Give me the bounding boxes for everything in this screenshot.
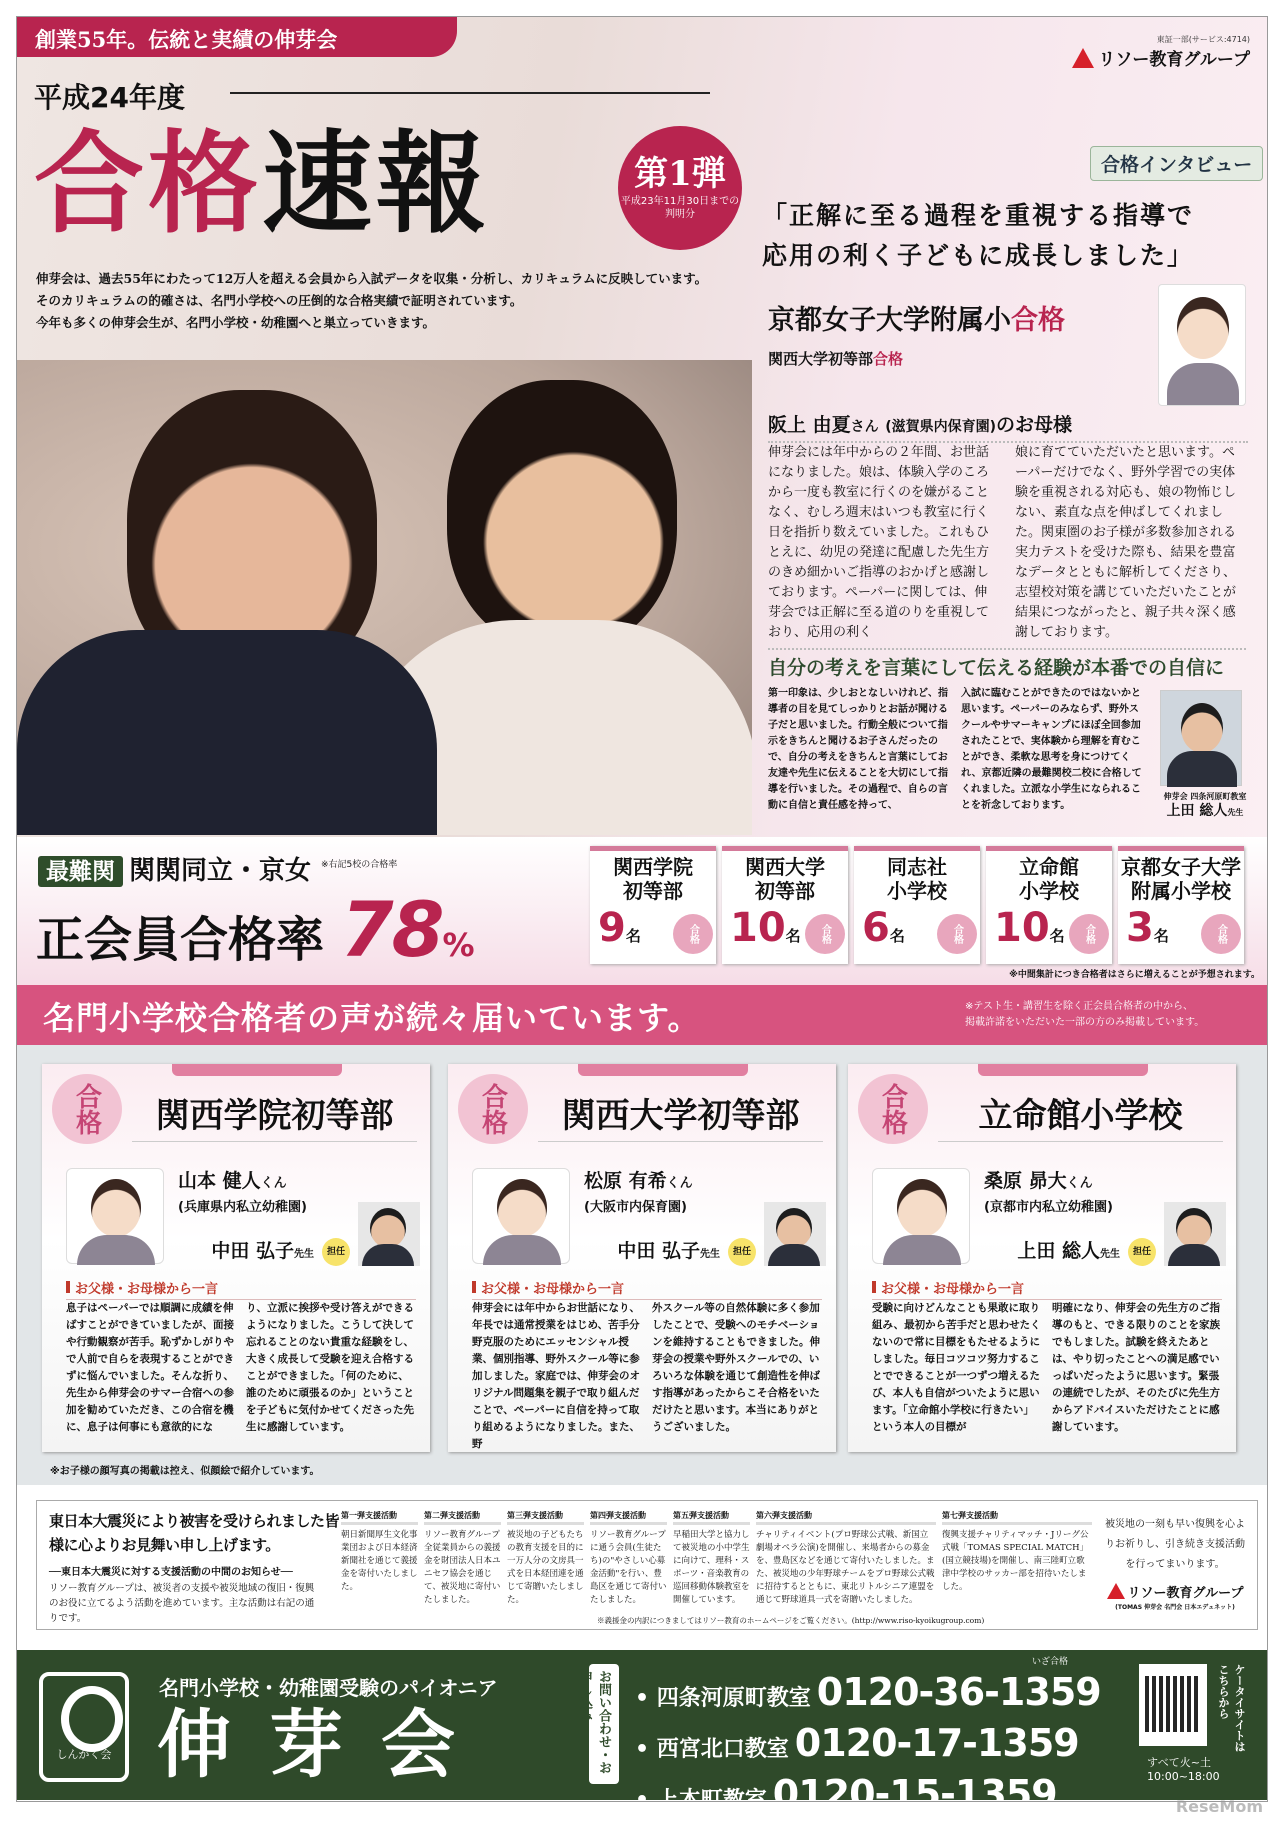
child-illustration (66, 1168, 164, 1264)
activity-title: 第七弾支援活動 (942, 1509, 1092, 1525)
teacher-photo (1164, 1202, 1226, 1266)
school-name: 京都女子大学 附属小学校 (1121, 855, 1241, 903)
teacher-name: 上田 総人 (1166, 803, 1228, 819)
count-value: 3 (1126, 905, 1154, 951)
school-result (1118, 846, 1244, 964)
business-hours (1147, 1756, 1220, 1784)
voices-heading: 名門小学校合格者の声が続々届いています。 (43, 999, 701, 1037)
count-unit: 名 (889, 927, 905, 945)
activity-body: チャリティイベント(プロ野球公式戦、新国立劇場オペラ公演)を開催し、来場者からの募金を、豊島区などを通じて寄付いたしました。また、被災地の少年野球チームをプロ野球公式戦に招待するとともに、東北リトルシニア連盟を通じて野球道具一式を寄贈いたしました。 (756, 1530, 935, 1605)
teacher-name (211, 1236, 314, 1263)
closing-text: 被災地の一刻も早い復興を心よりお祈りし、引き続き支援活動を行ってまいります。 (1105, 1519, 1245, 1570)
activity-title: 第五弾支援活動 (673, 1509, 750, 1525)
boy-figure-body (17, 630, 437, 835)
school-name: 京都女子大学附属小 (768, 305, 1011, 336)
brand-name: 伸芽会 (157, 1702, 493, 1788)
name-text: 中田 弘子 (211, 1240, 294, 1262)
homeroom-badge: 担任 (322, 1238, 350, 1266)
student-name: 阪上 由夏 (768, 414, 851, 436)
portrait-face (91, 1179, 141, 1237)
count-value: 10 (994, 905, 1050, 951)
hero-photo (17, 360, 752, 835)
rate-label: 正会員合格率 (36, 912, 325, 968)
phone-number[interactable]: 0120-36-1359 (816, 1670, 1101, 1714)
qr-code[interactable] (1139, 1664, 1207, 1746)
headline (34, 118, 490, 250)
issue-seal (618, 126, 742, 250)
school-name: 関西大学 初等部 (745, 855, 825, 903)
anniversary-banner: 創業55年。伝統と実績の伸芽会 (17, 17, 457, 57)
count-unit: 名 (625, 927, 641, 945)
child-origin: (兵庫県内私立幼稚園) (178, 1200, 307, 1215)
name-text: 松原 有希 (584, 1170, 667, 1192)
portrait-body (1167, 363, 1239, 405)
logo-text: しんがく会 (56, 1748, 112, 1761)
testimonial-card (848, 1064, 1236, 1452)
relief-title: 東日本大震災により被害を受けられました皆様に心よりお見舞い申し上げます。 (49, 1512, 340, 1554)
card-school: 立命館小学校 (938, 1088, 1223, 1142)
activity-title: 第三弾支援活動 (507, 1509, 584, 1525)
honorific: くん (260, 1176, 287, 1191)
phone-number[interactable]: 0120-17-1359 (794, 1721, 1079, 1765)
sakura-pass-icon: 合格 (52, 1074, 122, 1144)
office-phone[interactable]: • 西宮北口教室 0120-17-1359 (635, 1721, 1079, 1765)
note-line: 掲載許諾をいただいた一部の方のみ掲載しています。 (965, 1017, 1205, 1028)
child-illustration (872, 1168, 970, 1264)
card-tab (978, 1064, 1148, 1076)
teacher-body (1167, 751, 1237, 787)
parent-message-label: お父様・お母様から一言 (872, 1278, 1222, 1300)
pass-count (862, 904, 905, 960)
listing-note: 東証一部(サービス:4714) (1156, 35, 1250, 44)
text-column: 第一印象は、少しおとなしいけれど、指導者の目を見てしっかりとお話が聞ける子だと思いました。行動全般について指示をきちんと聞けるお子さんだったので、自分の考えをきちんと言葉にしてお友達や先生に伝えることを大切にして指導を行いました。その過程で、自らの言動に自信と責任感を持って、 (768, 688, 948, 811)
activity-body: リソー教育グループに通う会員(生徒たち)の"やさしい心募金活動"を行い、豊島区を通じて寄付いたしました。 (590, 1530, 667, 1605)
quote-line: 「正解に至る過程を重視する指導で (762, 201, 1195, 230)
parent-message (872, 1300, 1222, 1436)
phone-number[interactable]: 0120-15-1359 (772, 1772, 1057, 1816)
shingakai-logo (39, 1672, 129, 1782)
testimonial-card (448, 1064, 836, 1452)
count-unit: 名 (1153, 927, 1169, 945)
hard-badge: 最難関 (38, 856, 123, 887)
sakura-pass-icon: 合格 (858, 1074, 928, 1144)
sakura-pass-icon: 合格 (805, 914, 845, 954)
fiscal-year: 平成24年度 (34, 81, 185, 114)
count-unit: 名 (785, 927, 801, 945)
intro-line: そのカリキュラムの的確さは、名門小学校への圧倒的な合格実績で証明されています。 (36, 293, 523, 308)
name-text: 中田 弘子 (617, 1240, 700, 1262)
teacher-name (1017, 1236, 1120, 1263)
child-name (178, 1166, 287, 1193)
student-origin: (滋賀県内保育園) (885, 419, 997, 435)
card-school: 関西学院初等部 (132, 1088, 417, 1142)
school-result (854, 846, 980, 964)
teacher-face (370, 1208, 406, 1248)
honorific: 先生 (294, 1249, 314, 1260)
relief-subtitle: ──東日本大震災に対する支援活動の中間のお知らせ── (49, 1567, 293, 1578)
teacher-face (1181, 703, 1223, 753)
teacher-name (617, 1236, 720, 1263)
interview-school-sub (768, 348, 903, 369)
intro-line: 今年も多くの伸芽会生が、名門小学校・幼稚園へと巣立っていきます。 (36, 315, 436, 330)
teacher-photo (1160, 690, 1242, 786)
logo-subtext: (TOMAS 伸芽会 名門会 日本エデュネット) (1115, 1604, 1235, 1611)
text-column: 娘に育てていただいたと思います。ペーパーだけでなく、野外学習での実体験を重視される対応も、娘の物怖じしない、素直な点を伸ばしてくれました。関東圏のお子様が多数参加される実力テストを受けた際も、結果を豊富なデータとともに解析してくださり、志望校対策を講じていただいたことが結果につながったと、親子共々深く感謝しております。 (1015, 445, 1237, 640)
relief-activity (424, 1509, 501, 1607)
teacher-photo (764, 1202, 826, 1266)
portrait-face (1177, 297, 1229, 359)
headline-news: 速報 (262, 119, 490, 248)
homeroom-badge: 担任 (728, 1238, 756, 1266)
interview-school-main (768, 298, 1065, 337)
honorific: さん (850, 419, 879, 435)
portrait-body (483, 1235, 561, 1265)
sakura-pass-icon: 合格 (1201, 914, 1241, 954)
relief-activity (590, 1509, 667, 1607)
relief-activity (756, 1509, 936, 1607)
phone-ruby: いざ合格 (1032, 1657, 1069, 1667)
pass-label: 合格 (873, 350, 904, 368)
riso-group-logo (1105, 1583, 1245, 1612)
card-tab (578, 1064, 748, 1076)
inquiry-label: お問い合わせ・お申し込み (589, 1664, 619, 1784)
watermark: ReseMom (1175, 1797, 1263, 1816)
school-name: 同志社 小学校 (887, 855, 947, 903)
child-name (984, 1166, 1093, 1193)
riso-logo-icon (1072, 48, 1094, 68)
count-value: 9 (598, 905, 626, 951)
office-phone[interactable]: • 上本町教室 0120-15-1359 (635, 1772, 1057, 1816)
school-name: 関西学院 初等部 (613, 855, 693, 903)
interviewee (768, 410, 1248, 443)
pass-label: 合格 (1011, 305, 1065, 336)
card-tab (172, 1064, 342, 1076)
child-illustration (472, 1168, 570, 1264)
student-portrait (1158, 284, 1246, 406)
homeroom-badge: 担任 (1128, 1238, 1156, 1266)
child-origin: (京都市内私立幼稚園) (984, 1200, 1113, 1215)
count-value: 6 (862, 905, 890, 951)
activity-body: リソー教育グループ全従業員からの義援金を財団法人日本ユニセフ協会を通じて、被災地に寄付いたしました。 (424, 1530, 501, 1605)
portrait-face (897, 1179, 947, 1237)
relief-activity (942, 1509, 1092, 1594)
issue-number: 第1弾 (634, 154, 726, 194)
card-school: 関西大学初等部 (538, 1088, 823, 1142)
tagline: 名門小学校・幼稚園受験のパイオニア (159, 1676, 498, 1700)
disaster-relief-notice (36, 1500, 1258, 1630)
mobile-site-label: ケータイサイトはこちらから (1217, 1664, 1246, 1752)
pass-rate (36, 885, 475, 985)
relief-activity (341, 1509, 418, 1594)
child-origin: (大阪市内保育園) (584, 1200, 687, 1215)
count-value: 10 (730, 905, 786, 951)
headline-pass: 合格 (34, 119, 262, 248)
portrait-body (77, 1235, 155, 1265)
teacher-photo (358, 1202, 420, 1266)
hours-days: すべて火~土 (1147, 1756, 1211, 1769)
pass-count (1126, 904, 1169, 960)
sakura-pass-icon: 合格 (673, 914, 713, 954)
school-result (590, 846, 716, 964)
activity-title: 第二弾支援活動 (424, 1509, 501, 1525)
voices-note (965, 999, 1204, 1031)
rate-note: ※右記5校の合格率 (321, 860, 398, 870)
portrait-body (883, 1235, 961, 1265)
school-group: 関関同立・京女 (129, 856, 312, 886)
teacher-body (1168, 1244, 1220, 1266)
issue-note: 平成23年11月30日までの判明分 (620, 196, 740, 220)
text-column: 受験に向けどんなことも果敢に取り組み、最初から苦手だと思わせたくないので常に目標をもたせるようにしました。毎日コツコツ努力することでできることが一つずつ増えるたび、本人も自信がついたように思います。「立命館小学校に行きたい」という本人の目標が (872, 1302, 1041, 1433)
interview-label: 合格インタビュー (1090, 146, 1263, 181)
name-text: 桑原 昴大 (984, 1170, 1067, 1192)
rate-percent: % (442, 926, 475, 964)
group-name: リソー教育グループ (1098, 50, 1250, 70)
photo-note: ※お子様の顔写真の掲載は控え、似顔絵で紹介しています。 (50, 1466, 320, 1477)
relief-activity (507, 1509, 584, 1607)
intro-text (36, 268, 736, 334)
office-name: 西宮北口教室 (656, 1737, 789, 1762)
testimonial-card (42, 1064, 430, 1452)
note-line: ※テスト生・講習生を除く正会員合格者の中から、 (965, 1001, 1193, 1012)
riso-group-logo (1072, 34, 1250, 70)
teacher-face (776, 1208, 812, 1248)
school-result (986, 846, 1112, 964)
text-column: 入試に臨むことができたのではないかと思います。ペーパーのみならず、野外スクールやサマーキャンプにほぼ全回参加されたことで、実体験から理解を育むことができ、柔軟な思考を身につけてくれ、京都近隣の最難関校二校に合格してくれました。立派な小学生になられることを祈念しております。 (961, 688, 1142, 811)
activity-body: 復興支援チャリティマッチ・Jリーグ公式戦「TOMAS SPECIAL MATCH」(国立競技場)を開催し、南三陸町立歌津中学校のサッカー部を招待いたしました。 (942, 1530, 1089, 1592)
relief-activity (673, 1509, 750, 1607)
honorific: 先生 (700, 1249, 720, 1260)
parent-message (66, 1300, 416, 1436)
text-column: 伸芽会には年中からの２年間、お世話になりました。娘は、体験入学のころから一度も教室に行くのを嫌がることなく、むしろ週末はいつも教室に行く日を指折り数えていました。これもひとえに、幼児の発達に配慮した先生方のきめ細かいご指導のおかげと感謝しております。ペーパーに関しては、伸芽会では正解に至る道のりを重視しており、応用の利く (768, 445, 990, 640)
teacher-face (1176, 1208, 1212, 1248)
text-column: 息子はペーパーでは順調に成績を伸ばすことができていましたが、面接や行動観察が苦手。恥ずかしがりやで人前で自らを表現することができずに悩んでいました。そんな折り、先生から伸芽会のサマー合宿への参加を勧めていただき、この合宿を機に、息子は何事にも意欲的にな (66, 1302, 234, 1433)
text-column: 明確になり、伸芽会の先生方のご指導のもと、できる限りのことを家族でもしました。試験を終えたあとは、やり切ったことへの満足感でいっぱいだったように思います。緊張の連続でしたが、そのたびに先生方からアドバイスいただけたことに感謝しています。 (1052, 1302, 1220, 1433)
honorific: 先生 (1100, 1249, 1120, 1260)
activity-title: 第六弾支援活動 (756, 1509, 936, 1525)
rate-value: 78 (340, 885, 443, 974)
office-phone[interactable]: • 四条河原町教室 0120-36-1359 (635, 1670, 1101, 1714)
name-text: 上田 総人 (1017, 1240, 1100, 1262)
qr-code-icon (1145, 1676, 1201, 1732)
text-column: 伸芽会には年中からお世話になり、年長では通常授業をはじめ、苦手分野克服のためにエッセンシャル授業、個別指導、野外スクール等に参加しました。家庭では、伸芽会のオリジナル問題集を親子で取り組んだことで、ペーパーに自信を持って取り組めるようになりました。また、野 (472, 1302, 640, 1450)
parent-message (472, 1300, 822, 1453)
interview-quote (762, 196, 1194, 276)
activity-title: 第四弾支援活動 (590, 1509, 667, 1525)
pass-count (598, 904, 641, 960)
voices-banner (17, 985, 1267, 1045)
teacher-comment (768, 686, 1144, 814)
school-result (722, 846, 848, 964)
parent-label: のお母様 (996, 414, 1073, 436)
sakura-pass-icon: 合格 (937, 914, 977, 954)
activity-body: 早稲田大学と協力して被災地の小中学生に向けて、理科・スポーツ・音楽教育の巡回移動体験教室を開催しています。 (673, 1530, 750, 1605)
pass-count (994, 904, 1065, 960)
activity-body: 被災地の子どもたちの教育支援を目的に一万人分の文房具一式を日本経団連を通じて寄贈いたしました。 (507, 1530, 584, 1605)
honorific: 先生 (1227, 808, 1244, 817)
child-name (584, 1166, 693, 1193)
pass-count (730, 904, 801, 960)
teacher-heading: 自分の考えを言葉にして伝える経験が本番での自信に (768, 657, 1225, 679)
hours-time: 10:00~18:00 (1147, 1770, 1220, 1783)
divider (768, 648, 1246, 650)
divider (230, 92, 710, 94)
teacher-body (768, 1244, 820, 1266)
activity-title: 第一弾支援活動 (341, 1509, 418, 1525)
text-column: り、立派に挨拶や受け答えができるようになりました。こうして決して忘れることのない貴重な経験をし、大きく成長して受験を迎え合格することができました。「何のために、誰のために頑張るのか」ということを子どもに気付かせてくださった先生に感謝しています。 (246, 1302, 414, 1433)
honorific: くん (1066, 1176, 1093, 1191)
office-name: 四条河原町教室 (656, 1686, 811, 1711)
sakura-pass-icon: 合格 (458, 1074, 528, 1144)
sakura-pass-icon: 合格 (1069, 914, 1109, 954)
relief-closing (1105, 1515, 1245, 1612)
logo-text: リソー教育グループ (1127, 1586, 1244, 1601)
parent-message-label: お父様・お母様から一言 (472, 1278, 822, 1300)
count-unit: 名 (1049, 927, 1065, 945)
relief-footnote: ※義援金の内訳につきましてはリソー教育のホームページをご覧ください。(http://www.riso-kyoikugroup.com) (597, 1616, 985, 1625)
school-name: 立命館 小学校 (1019, 855, 1079, 903)
teacher-body (362, 1244, 414, 1266)
relief-intro: リソー教育グループは、被災者の支援や被災地域の復旧・復興のお役に立てるよう活動を進めています。主な活動は右記の通りです。 (49, 1583, 315, 1624)
text-column: 外スクール等の自然体験に多く参加したことで、受験へのモチベーションを維持することもできました。伸芽会の授業や野外スクールでの、いろいろな体験を通じて創造性を伸ばす指導があったからこそ合格をいただけたと思います。本当にありがとうございました。 (652, 1302, 820, 1433)
stats-footnote: ※中間集計につき合格者はさらに増えることが予想されます。 (1009, 970, 1260, 980)
name-text: 山本 健人 (178, 1170, 261, 1192)
school-name: 関西大学初等部 (768, 350, 874, 368)
portrait-face (497, 1179, 547, 1237)
activity-body: 朝日新聞厚生文化事業団および日本経済新聞社を通じて義援金を寄付いたしました。 (341, 1530, 418, 1592)
teacher-caption (1150, 790, 1260, 820)
contact-footer (17, 1650, 1267, 1816)
mother-figure (447, 380, 677, 650)
parent-message-label: お父様・お母様から一言 (66, 1278, 416, 1300)
quote-line: 応用の利く子どもに成長しました」 (762, 241, 1195, 270)
riso-logo-icon (1107, 1583, 1125, 1599)
intro-line: 伸芽会は、過去55年にわたって12万人を超える会員から入試データを収集・分析し、カリキュラムに反映しています。 (36, 271, 708, 286)
honorific: くん (666, 1176, 693, 1191)
top-tier-label (38, 850, 397, 887)
teacher-office: 伸芽会 四条河原町教室 (1163, 792, 1247, 801)
interview-body (768, 443, 1246, 643)
office-name: 上本町教室 (656, 1788, 767, 1813)
office-phone-list (635, 1670, 1101, 1823)
